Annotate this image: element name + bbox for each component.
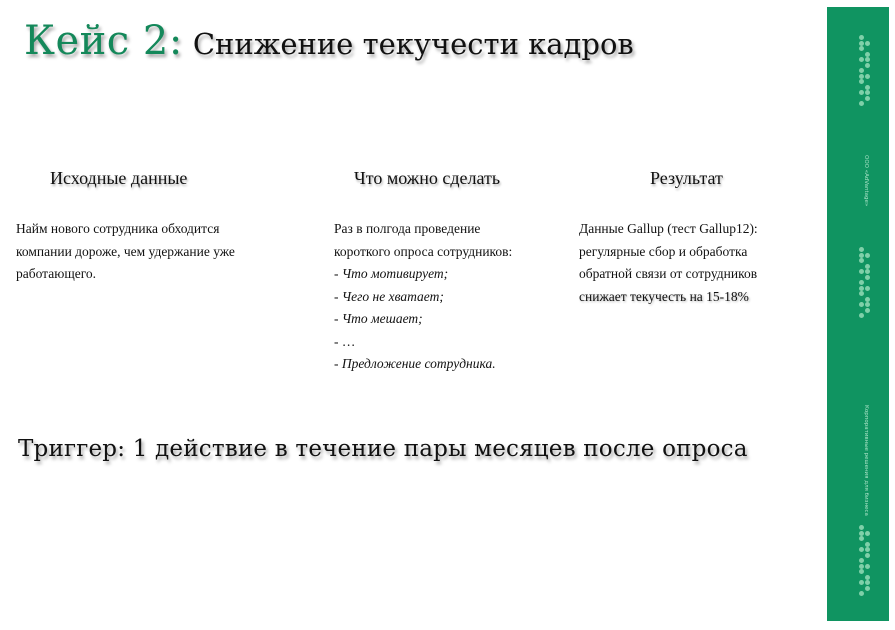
list-item: - Что мотивирует; — [334, 266, 449, 281]
trigger-statement: Триггер: 1 действие в течение пары месяцев после опроса — [18, 436, 748, 462]
column-body-result — [579, 218, 819, 308]
text-line: снижает текучесть на 15-18% — [579, 288, 749, 304]
text-line: регулярные сбор и обработка — [579, 243, 748, 259]
column-heading-what-to-do: Что можно сделать — [354, 168, 501, 188]
text-line: Данные Gallup (тест Gallup12): — [579, 221, 758, 236]
sidebar-tagline: Корпоративные решения для бизнеса — [863, 405, 869, 516]
title-case-number: Кейс 2: — [24, 18, 183, 64]
text-line: компании дороже, чем удержание уже — [16, 243, 235, 259]
text-line: Раз в полгода проведение — [334, 221, 481, 236]
list-item: - Предложение сотрудника. — [334, 356, 496, 371]
decorative-sidebar — [827, 7, 889, 621]
text-line: Найм нового сотрудника обходится — [16, 221, 220, 236]
column-heading-initial-data: Исходные данные — [50, 168, 188, 188]
text-line: короткого опроса сотрудников: — [334, 243, 513, 259]
column-body-what-to-do — [334, 218, 574, 376]
text-line: обратной связи от сотрудников — [579, 266, 758, 281]
slide-title — [24, 18, 634, 64]
list-item: - … — [334, 333, 356, 349]
list-item: - Что мешает; — [334, 311, 423, 326]
text-line: работающего. — [16, 266, 97, 281]
list-item: - Чего не хватает; — [334, 288, 444, 304]
column-body-initial-data — [16, 218, 306, 286]
title-text: Снижение текучести кадров — [192, 27, 634, 61]
column-heading-result: Результат — [650, 168, 723, 188]
sidebar-company-label: ООО «AdVantage» — [863, 155, 869, 207]
